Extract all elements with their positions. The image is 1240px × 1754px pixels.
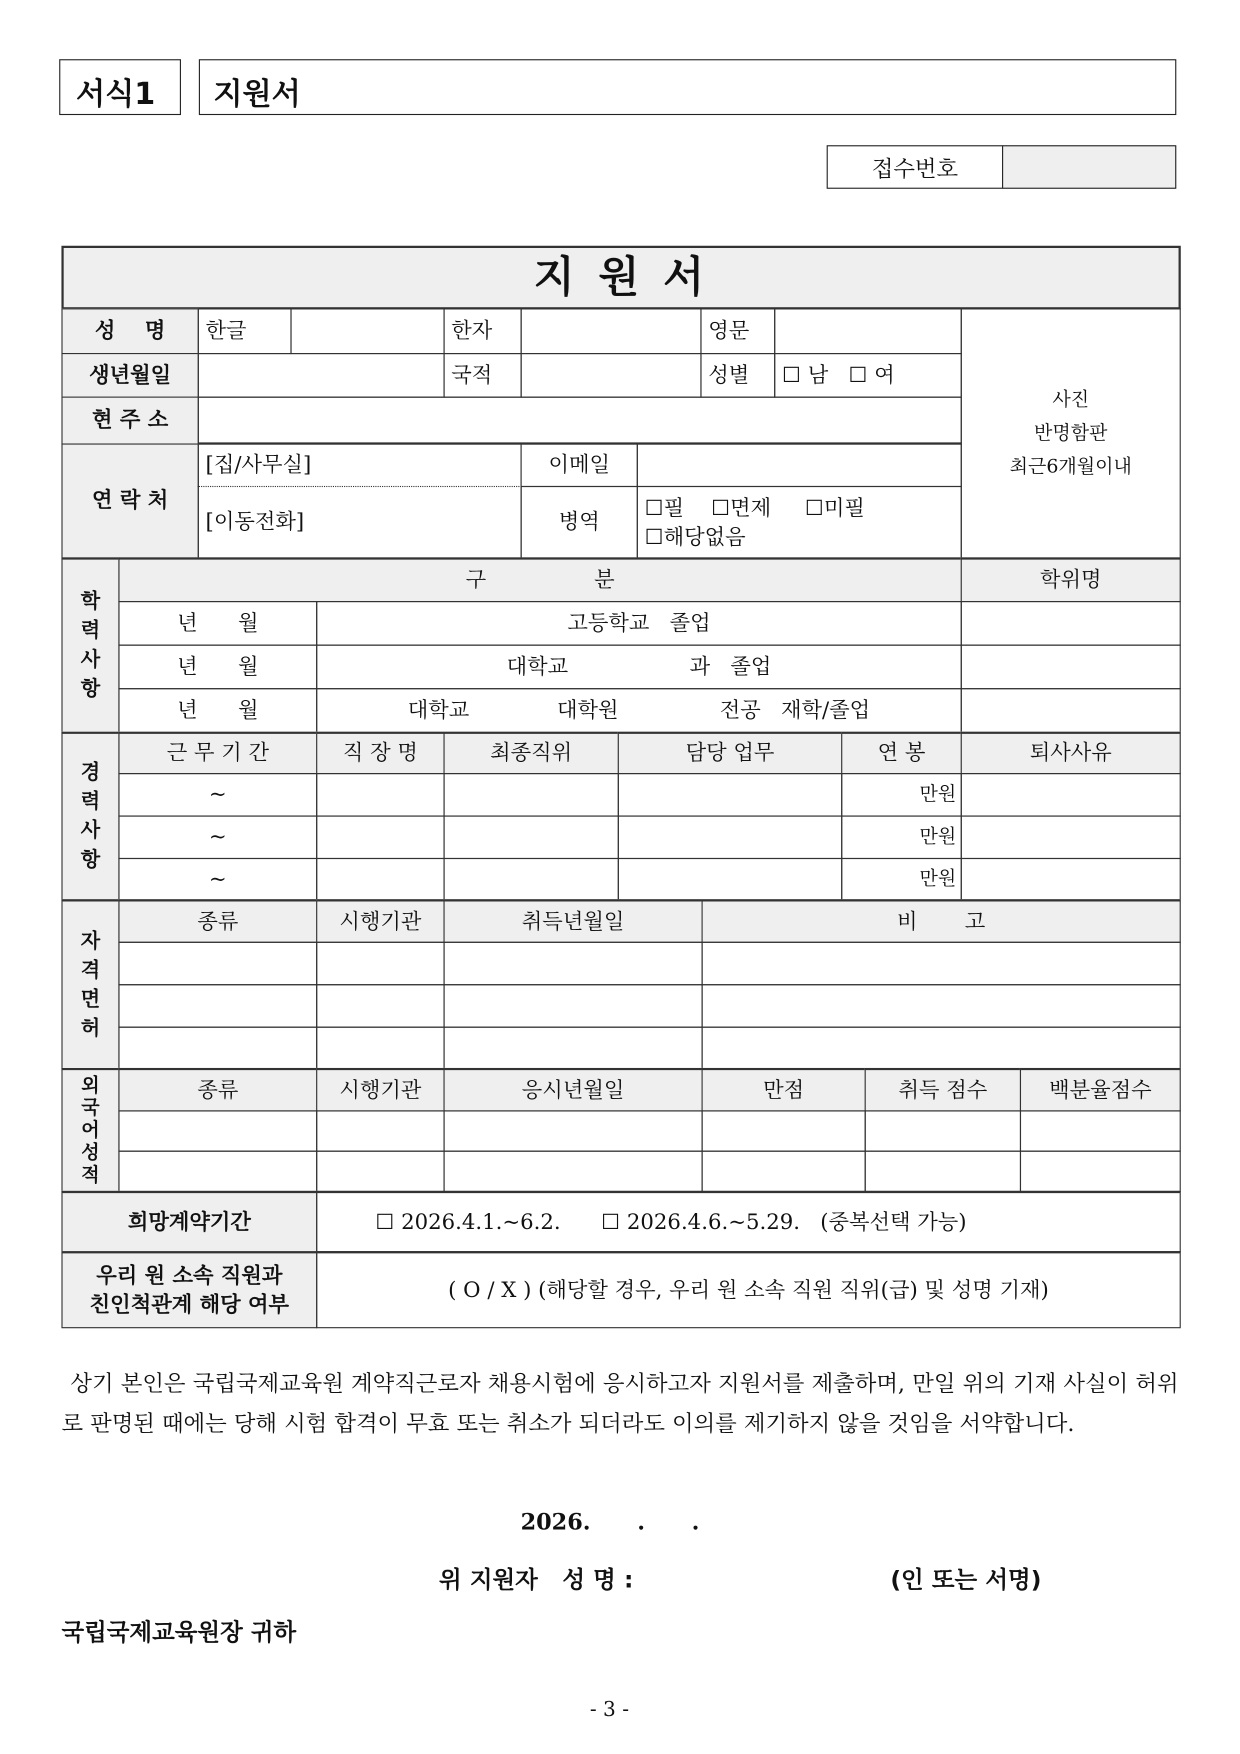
license-cell[interactable] [118, 1027, 317, 1069]
education-degree-field[interactable] [961, 688, 1181, 733]
career-header: 퇴사사유 [961, 732, 1181, 774]
language-cell[interactable] [702, 1110, 866, 1151]
career-cell[interactable] [961, 815, 1181, 859]
language-header: 종류 [118, 1068, 317, 1112]
language-header: 취득 점수 [865, 1068, 1021, 1112]
education-year-month[interactable]: 년 월 [118, 688, 317, 733]
gender-checkboxes[interactable]: ☐ 남 ☐ 여 [774, 353, 962, 398]
career-cell[interactable] [961, 858, 1181, 900]
language-header: 백분율점수 [1020, 1068, 1181, 1112]
language-cell[interactable] [1020, 1110, 1181, 1151]
addressee: 국립국제교육원장 귀하 [61, 1618, 297, 1646]
education-degree-field[interactable] [961, 645, 1181, 690]
license-cell[interactable] [443, 1027, 702, 1069]
career-cell[interactable]: ~ [118, 773, 317, 817]
language-cell[interactable] [443, 1151, 702, 1192]
career-cell[interactable]: ~ [118, 815, 317, 859]
language-cell[interactable] [316, 1151, 444, 1192]
form-title: 지원서 [213, 77, 301, 112]
hangul-label: 한글 [198, 308, 292, 354]
date-line: 2026. . . [520, 1508, 700, 1535]
nationality-label: 국적 [443, 353, 521, 398]
career-header: 근 무 기 간 [118, 732, 317, 774]
license-header: 비 고 [702, 899, 1181, 943]
form-number-box [59, 59, 181, 115]
email-label: 이메일 [521, 443, 638, 487]
gender-label: 성별 [700, 353, 775, 398]
education-label: 학 력 사 항 [61, 557, 119, 732]
birth-label: 생년월일 [61, 353, 198, 398]
contract-period-options[interactable]: ☐ 2026.4.1.~6.2. ☐ 2026.4.6.~5.29. (중복선택 가능) [316, 1191, 1181, 1252]
page-number: - 3 - [589, 1697, 629, 1722]
form-number: 서식1 [75, 77, 156, 112]
license-cell[interactable] [316, 984, 444, 1028]
signer-line: 위 지원자 성 명 : [439, 1566, 634, 1593]
form-title-box [199, 59, 1176, 115]
license-header: 취득년월일 [443, 899, 702, 943]
education-row[interactable]: 고등학교 졸업 [316, 601, 962, 646]
contract-period-label: 희망계약기간 [61, 1191, 317, 1252]
career-cell[interactable] [316, 773, 444, 817]
license-cell[interactable] [316, 1027, 444, 1069]
language-cell[interactable] [702, 1151, 866, 1192]
license-header: 시행기관 [316, 899, 444, 943]
table-title: 지 원 서 [61, 246, 1180, 310]
license-cell[interactable] [443, 984, 702, 1028]
address-label: 현 주 소 [61, 397, 198, 445]
career-cell[interactable] [618, 815, 843, 859]
career-cell[interactable] [618, 858, 843, 900]
photo-box: 사진 반명함판 최근6개월이내 [961, 308, 1181, 558]
home-office-phone-field[interactable]: [집/사무실] [198, 443, 522, 487]
career-header: 연 봉 [841, 732, 962, 774]
mobile-phone-field[interactable]: [이동전화] [198, 486, 522, 559]
career-cell[interactable]: 만원 [841, 858, 962, 900]
language-cell[interactable] [118, 1151, 317, 1192]
career-label: 경 력 사 항 [61, 732, 119, 901]
career-cell[interactable] [316, 858, 444, 900]
receipt-number-field[interactable] [1002, 145, 1176, 189]
license-header: 종류 [118, 899, 317, 943]
contact-label: 연 락 처 [61, 443, 198, 558]
education-row[interactable]: 대학교 대학원 전공 재학/졸업 [316, 688, 962, 733]
career-cell[interactable] [618, 773, 843, 817]
receipt-number-label: 접수번호 [827, 145, 1004, 189]
career-header: 최종직위 [443, 732, 618, 774]
military-label: 병역 [521, 486, 638, 559]
language-header: 시행기관 [316, 1068, 444, 1112]
hanja-name-field[interactable] [521, 308, 702, 354]
birth-field[interactable] [198, 353, 445, 398]
career-header: 직 장 명 [316, 732, 444, 774]
address-field[interactable] [198, 397, 962, 445]
license-cell[interactable] [443, 942, 702, 986]
education-header: 구 분 [118, 557, 961, 602]
education-degree-field[interactable] [961, 601, 1181, 646]
language-cell[interactable] [865, 1151, 1021, 1192]
career-cell[interactable] [961, 773, 1181, 817]
license-cell[interactable] [316, 942, 444, 986]
degree-header: 학위명 [961, 557, 1181, 602]
career-cell[interactable] [316, 815, 444, 859]
language-cell[interactable] [316, 1110, 444, 1151]
language-header: 만점 [702, 1068, 866, 1112]
english-label: 영문 [700, 308, 775, 354]
sign-note: (인 또는 서명) [890, 1566, 1042, 1593]
education-row[interactable]: 대학교 과 졸업 [316, 645, 962, 690]
hangul-name-field[interactable] [290, 308, 444, 354]
career-cell[interactable]: 만원 [841, 773, 962, 817]
license-cell[interactable] [702, 942, 1181, 986]
relation-label: 우리 원 소속 직원과 친인척관계 해당 여부 [61, 1251, 317, 1328]
education-year-month[interactable]: 년 월 [118, 645, 317, 690]
name-label: 성 명 [61, 308, 198, 354]
english-name-field[interactable] [774, 308, 962, 354]
pledge-text: 상기 본인은 국립국제교육원 계약직근로자 채용시험에 응시하고자 지원서를 제출하며, 만일 위의 기재 사실이 허위로 판명된 때에는 당해 시험 합격이 무효 또는 취소가 되더라도 이의를 제기하지 않을 것임을 서약합니다. [61, 1369, 1179, 1437]
relation-field[interactable]: ( O / X ) (해당할 경우, 우리 원 소속 직원 직위(급) 및 성명 기재) [316, 1251, 1181, 1328]
language-cell[interactable] [865, 1110, 1021, 1151]
license-cell[interactable] [118, 942, 317, 986]
hanja-label: 한자 [443, 308, 521, 354]
license-label: 자 격 면 허 [61, 899, 119, 1069]
career-cell[interactable] [443, 815, 618, 859]
career-cell[interactable]: 만원 [841, 815, 962, 859]
language-header: 응시년월일 [443, 1068, 702, 1112]
career-cell[interactable] [443, 773, 618, 817]
career-header: 담당 업무 [618, 732, 843, 774]
language-cell[interactable] [118, 1110, 317, 1151]
email-field[interactable] [637, 443, 962, 487]
license-cell[interactable] [702, 1027, 1181, 1069]
career-cell[interactable]: ~ [118, 858, 317, 900]
nationality-field[interactable] [521, 353, 702, 398]
military-checkboxes[interactable]: ☐필 ☐면제 ☐미필 ☐해당없음 [637, 486, 962, 559]
language-label: 외 국 어 성 적 [61, 1068, 119, 1192]
license-cell[interactable] [118, 984, 317, 1028]
language-cell[interactable] [443, 1110, 702, 1151]
language-cell[interactable] [1020, 1151, 1181, 1192]
education-year-month[interactable]: 년 월 [118, 601, 317, 646]
career-cell[interactable] [443, 858, 618, 900]
license-cell[interactable] [702, 984, 1181, 1028]
